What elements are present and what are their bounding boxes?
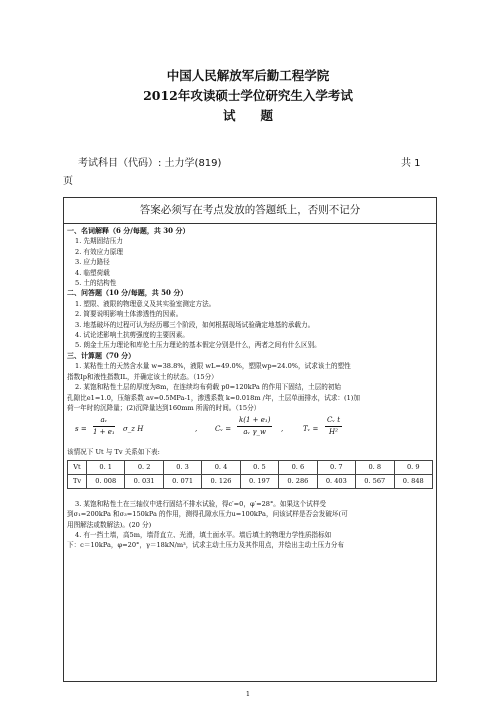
pages-count: 共 1 (401, 158, 421, 169)
question-3-line: 到σ₁=200kPa 和σ₃=150kPa 的作用，测得孔隙水压力u=100kPa，问该试样是否会发破坏(可 (67, 510, 348, 519)
page-number: 1 (245, 690, 251, 698)
settlement-lhs: s = (75, 425, 87, 434)
question-3-line: 3. 某饱和粘性土在三轴仪中进行固结不排水试验，得c′=0，φ′=28°。如果这个试样受 (75, 499, 327, 508)
table-cell: 0. 1 (87, 460, 125, 474)
cv-numerator: k(1 + e₁) (237, 415, 272, 426)
consolidation-formulas (67, 413, 433, 447)
answer-notice: 答案必须写在考点发放的答题纸上，否则不记分 (63, 197, 437, 224)
list-item: 4. 试论述影响土抗剪强度的主要因素。 (75, 331, 189, 340)
table-intro: 该情况下 Ut 与 Tv 关系如下表: (67, 448, 160, 457)
table-cell: 0. 403 (317, 474, 355, 488)
exam-paper-title: 试 题 (222, 108, 273, 123)
question-content (67, 226, 433, 551)
list-item: 1. 塑限、液限的物理意义及其实验室测定方法。 (75, 299, 216, 308)
tv-lhs: Tᵥ = (303, 425, 319, 434)
ut-tv-table (67, 460, 433, 489)
section-questions-title: 二、问答题（10 分/每题，共 50 分） (67, 288, 188, 298)
question-1-line: 指数Ip和液性指数IL，并确定该土的状态。（15分） (67, 372, 218, 381)
table-cell: 0. 286 (279, 474, 317, 488)
tv-denominator: H² (329, 427, 338, 436)
table-cell: 0. 126 (202, 474, 240, 488)
list-item: 1. 先期固结压力 (75, 237, 123, 246)
table-row (68, 460, 433, 474)
table-cell: 0. 071 (163, 474, 201, 488)
list-item: 3. 应力路径 (75, 258, 110, 267)
table-cell: 0. 8 (356, 460, 394, 474)
section-calculation-title: 三、计算题（70 分） (67, 350, 136, 360)
formula-separator: , (281, 425, 284, 434)
list-item: 3. 地基破坏的过程可认为经历哪三个阶段，如何根据现场试验确定地基的承载力。 (75, 320, 315, 329)
tv-numerator: Cᵥ t (325, 415, 342, 426)
subject-line: 考试科目（代码）: 土力学(819) (78, 158, 222, 169)
list-item: 5. 朗金土压力理论和库伦土压力理论的基本假定分别是什么，两者之间有什么区别。 (75, 341, 321, 350)
question-4-line: 下：c＝10kPa，φ=20°，γ＝18kN/m³，试求主动土压力及其作用点，并绘出主动土压力分布 (67, 541, 345, 550)
table-cell: 0. 5 (240, 460, 278, 474)
question-3-line: 用图解法或数解法)。(20 分) (67, 520, 152, 529)
cv-fraction (237, 415, 272, 437)
cv-denominator: aᵥ γ_w (243, 427, 267, 436)
table-cell: 0. 008 (87, 474, 125, 488)
question-1-line: 1. 某粘性土的天然含水量 w=38.8%，液限 wL=49.0%，塑限wp=24.0%，试求该土的塑性 (75, 362, 351, 371)
table-cell: 0. 4 (202, 460, 240, 474)
question-2-line: 孔隙比e1=1.0，压缩系数 av=0.5MPa-1，渗透系数 k=0.018m /年，土层单面排水，试求：(1)加 (67, 393, 360, 402)
list-item: 4. 临塑荷载 (75, 268, 110, 277)
exam-year-title: 2012年攻读硕士学位研究生入学考试 (143, 88, 353, 103)
table-cell: 0. 6 (279, 460, 317, 474)
question-4-line: 4. 有一挡土墙，高5m，墙背直立、光滑，填土面水平。墙后填土的物理力学性质指标如 (75, 530, 332, 539)
settlement-tail: σ_z H (123, 425, 144, 434)
tv-fraction (325, 415, 342, 437)
table-cell: 0. 9 (394, 460, 433, 474)
table-cell: 0. 848 (394, 474, 433, 488)
table-cell: 0. 031 (125, 474, 163, 488)
settlement-fraction (93, 415, 115, 437)
settlement-numerator: aᵥ (93, 415, 115, 426)
section-definitions-title: 一、名词解释（6 分/每题，共 30 分） (67, 226, 190, 235)
table-cell: 0. 567 (356, 474, 394, 488)
formula-separator: , (195, 425, 198, 434)
table-cell: 0. 2 (125, 460, 163, 474)
table-cell: 0. 197 (240, 474, 278, 488)
list-item: 2. 简要说明影响土体渗透性的因素。 (75, 310, 183, 319)
table-cell: 0. 7 (317, 460, 355, 474)
list-item: 2. 有效应力原理 (75, 247, 123, 256)
question-2-line: 荷一年时的沉降量；(2)沉降量达到160mm 所需的时间。（15分） (67, 403, 261, 412)
table-row (68, 474, 433, 488)
settlement-denominator: 1 + e₁ (93, 427, 115, 436)
pages-suffix: 页 (63, 176, 73, 187)
question-2-line: 2. 某饱和粘性土层的厚度为8m，在连续均布荷载 p0=120kPa 的作用下固结，土层的初始 (75, 383, 342, 392)
list-item: 5. 土的结构性 (75, 279, 117, 288)
table-cell: Tv (68, 474, 87, 488)
cv-lhs: Cᵥ = (215, 425, 232, 434)
table-cell: 0. 3 (163, 460, 201, 474)
table-cell: Vt (68, 460, 87, 474)
exam-school-title: 中国人民解放军后勤工程学院 (166, 68, 330, 83)
